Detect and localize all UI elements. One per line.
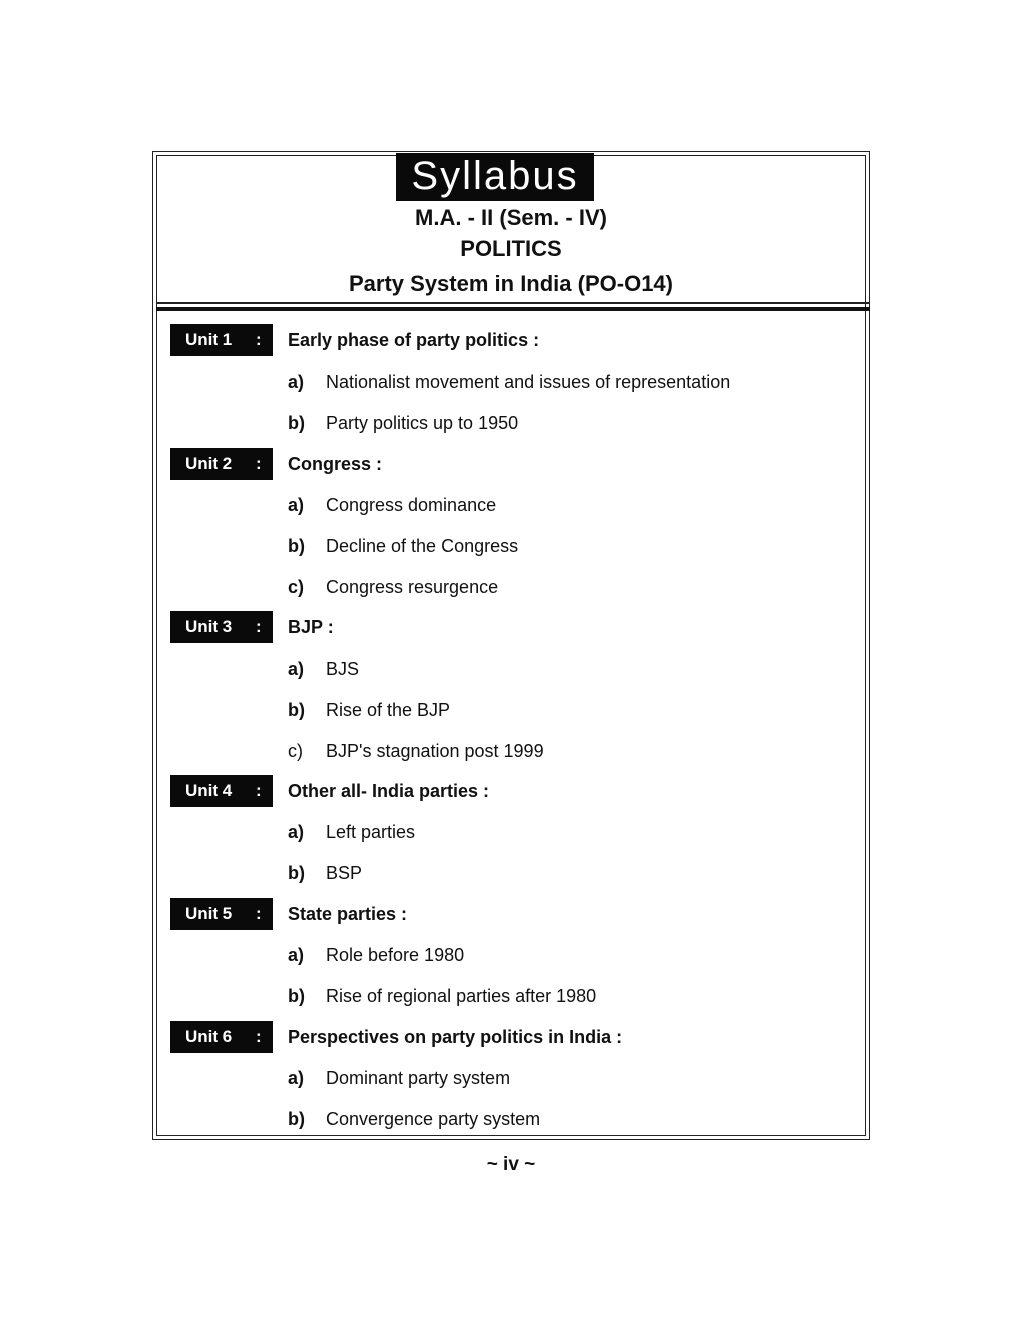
paper-title: Party System in India (PO-O14) — [349, 271, 673, 296]
item-letter: b) — [288, 863, 305, 883]
unit-badge — [170, 324, 273, 356]
item-letter: c) — [288, 577, 305, 597]
item-letter: b) — [288, 536, 305, 556]
page-number: ~ iv ~ — [486, 1154, 536, 1175]
item-text: Role before 1980 — [326, 945, 465, 965]
unit-badge — [170, 1021, 273, 1053]
unit-colon: : — [256, 781, 262, 800]
unit-colon: : — [256, 330, 262, 349]
item-text: BJP's stagnation post 1999 — [326, 741, 544, 761]
unit-label: Unit 1 — [185, 330, 233, 349]
unit-heading: BJP : — [288, 617, 334, 637]
unit-label: Unit 2 — [185, 454, 233, 473]
unit-badge — [170, 775, 273, 807]
item-letter: c) — [288, 741, 303, 761]
unit-colon: : — [256, 454, 262, 473]
item-letter: a) — [288, 945, 305, 965]
item-text: Nationalist movement and issues of representation — [326, 372, 731, 392]
item-letter: a) — [288, 495, 305, 515]
item-letter: a) — [288, 659, 305, 679]
unit-heading: Early phase of party politics : — [288, 330, 540, 350]
unit-heading: State parties : — [288, 904, 408, 924]
header-divider-thin — [156, 302, 870, 304]
unit-badge — [170, 448, 273, 480]
item-text: Convergence party system — [326, 1109, 541, 1129]
header-divider-thick — [156, 307, 870, 311]
item-text: Congress dominance — [326, 495, 497, 515]
unit-label: Unit 4 — [185, 781, 233, 800]
item-letter: b) — [288, 1109, 305, 1129]
unit-heading: Perspectives on party politics in India : — [288, 1027, 623, 1047]
unit-label: Unit 6 — [185, 1027, 233, 1046]
item-text: Decline of the Congress — [326, 536, 519, 556]
item-text: Left parties — [326, 822, 416, 842]
item-text: BSP — [326, 863, 363, 883]
unit-heading: Congress : — [288, 454, 383, 474]
item-text: Rise of regional parties after 1980 — [326, 986, 597, 1006]
page-title: Syllabus — [396, 153, 594, 201]
item-text: BJS — [326, 659, 360, 679]
item-letter: a) — [288, 1068, 305, 1088]
item-letter: a) — [288, 822, 305, 842]
unit-badge — [170, 611, 273, 643]
unit-heading: Other all- India parties : — [288, 781, 490, 801]
item-letter: b) — [288, 986, 305, 1006]
unit-label: Unit 3 — [185, 617, 233, 636]
item-text: Party politics up to 1950 — [326, 413, 519, 433]
unit-badge — [170, 898, 273, 930]
item-text: Dominant party system — [326, 1068, 511, 1088]
item-text: Congress resurgence — [326, 577, 499, 597]
unit-label: Unit 5 — [185, 904, 233, 923]
subject-name: POLITICS — [460, 236, 562, 261]
unit-colon: : — [256, 904, 262, 923]
item-letter: b) — [288, 413, 305, 433]
course-name: M.A. - II (Sem. - IV) — [415, 205, 607, 230]
item-letter: b) — [288, 700, 305, 720]
unit-colon: : — [256, 617, 262, 636]
unit-colon: : — [256, 1027, 262, 1046]
item-letter: a) — [288, 372, 305, 392]
item-text: Rise of the BJP — [326, 700, 451, 720]
